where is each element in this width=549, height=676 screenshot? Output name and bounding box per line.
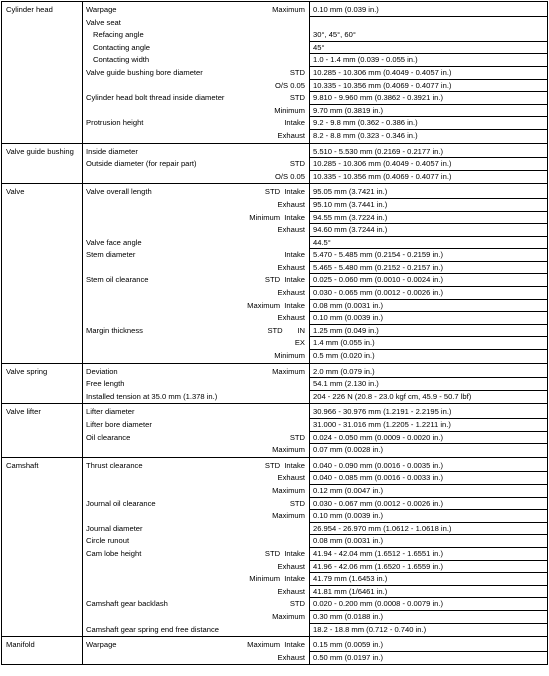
spec-item <box>83 249 309 262</box>
spec-table <box>1 1 548 665</box>
spec-label: Contacting angle <box>93 42 150 52</box>
spec-qualifier: Exhaust <box>277 262 305 272</box>
spec-label: Valve seat <box>86 17 121 27</box>
spec-label: Stem diameter <box>86 250 136 260</box>
spec-item <box>83 548 309 561</box>
spec-items-cell <box>83 637 310 665</box>
spec-qualifier: Exhaust <box>277 130 305 140</box>
spec-label: Protrusion height <box>86 118 144 128</box>
spec-qualifier: Intake <box>284 250 305 260</box>
spec-label: Valve overall length <box>86 187 152 197</box>
spec-qualifier: EX <box>294 338 305 348</box>
spec-qualifier: Maximum <box>272 445 305 455</box>
spec-value: 95.10 mm (3.7441 in.) <box>310 199 547 212</box>
spec-label: Stem oil clearance <box>86 275 149 285</box>
spec-label: Margin thickness <box>86 325 143 335</box>
spec-qualifier: Minimum <box>274 105 305 115</box>
spec-qualifier: Maximum <box>272 611 305 621</box>
spec-value: 1.4 mm (0.055 in.) <box>310 337 547 350</box>
spec-item <box>83 498 309 511</box>
spec-value: 30°, 45°, 60° <box>310 29 547 42</box>
spec-values-cell <box>310 637 548 665</box>
spec-value: 0.025 - 0.060 mm (0.0010 - 0.0024 in.) <box>310 274 547 287</box>
spec-item <box>83 92 309 105</box>
spec-label: Valve face angle <box>86 237 142 247</box>
spec-item <box>83 105 309 118</box>
spec-item <box>83 237 309 250</box>
spec-item <box>83 391 309 404</box>
spec-value: 0.10 mm (0.0039 in.) <box>310 510 547 523</box>
spec-items-cell <box>83 457 310 636</box>
spec-qualifier: Exhaust <box>277 313 305 323</box>
section-row <box>2 363 548 404</box>
spec-item <box>83 300 309 313</box>
spec-value: 0.30 mm (0.0188 in.) <box>310 611 547 624</box>
spec-qualifier: O/S 0.05 <box>275 171 305 181</box>
spec-label: Warpage <box>86 640 117 650</box>
spec-value: 0.030 - 0.067 mm (0.0012 - 0.0026 in.) <box>310 498 547 511</box>
section-name: Valve lifter <box>2 404 83 457</box>
spec-qualifier: STD Intake <box>264 460 305 470</box>
spec-label: Outside diameter (for repair part) <box>86 159 197 169</box>
spec-item <box>83 366 309 379</box>
spec-item <box>83 262 309 275</box>
spec-value: 0.10 mm (0.0039 in.) <box>310 312 547 325</box>
spec-qualifier: STD Intake <box>264 275 305 285</box>
spec-value: 26.954 - 26.970 mm (1.0612 - 1.0618 in.) <box>310 523 547 536</box>
spec-value: 0.07 mm (0.0028 in.) <box>313 445 384 455</box>
spec-label: Oil clearance <box>86 432 131 442</box>
spec-label: Thrust clearance <box>86 460 143 470</box>
spec-item <box>83 117 309 130</box>
spec-qualifier: STD <box>289 159 305 169</box>
spec-item <box>83 312 309 325</box>
spec-items-cell <box>83 2 310 144</box>
spec-item <box>83 624 309 637</box>
spec-item <box>83 186 309 199</box>
spec-label: Cylinder head bolt thread inside diameter <box>86 93 225 103</box>
spec-label: Installed tension at 35.0 mm (1.378 in.) <box>86 391 218 401</box>
spec-value: 0.08 mm (0.0031 in.) <box>310 535 547 548</box>
spec-qualifier: Maximum <box>272 485 305 495</box>
section-row <box>2 184 548 363</box>
spec-qualifier: Exhaust <box>277 586 305 596</box>
spec-value: 18.2 - 18.8 mm (0.712 - 0.740 in.) <box>313 624 427 634</box>
spec-qualifier: Exhaust <box>277 652 305 662</box>
spec-value: 94.60 mm (3.7244 in.) <box>310 224 547 237</box>
spec-item <box>83 67 309 80</box>
spec-label: Circle runout <box>86 536 130 546</box>
spec-value: 0.030 - 0.065 mm (0.0012 - 0.0026 in.) <box>310 287 547 300</box>
spec-value: 5.510 - 5.530 mm (0.2169 - 0.2177 in.) <box>310 146 547 159</box>
section-row <box>2 143 548 184</box>
spec-value: 0.15 mm (0.0059 in.) <box>310 639 547 652</box>
spec-item <box>83 444 309 457</box>
spec-values-cell <box>310 184 548 363</box>
spec-qualifier: STD Intake <box>264 548 305 558</box>
spec-value: 94.55 mm (3.7224 in.) <box>310 212 547 225</box>
spec-qualifier: Maximum <box>272 366 305 376</box>
spec-item <box>83 224 309 237</box>
spec-value: 9.2 - 9.8 mm (0.362 - 0.386 in.) <box>310 117 547 130</box>
spec-value: 45° <box>310 42 547 55</box>
spec-item <box>83 586 309 599</box>
spec-label: Camshaft gear spring end free distance <box>86 624 219 634</box>
spec-qualifier: O/S 0.05 <box>275 80 305 90</box>
spec-value: 0.50 mm (0.0197 in.) <box>313 652 384 662</box>
spec-table-body <box>2 2 548 665</box>
spec-label: Lifter bore diameter <box>86 420 152 429</box>
spec-qualifier: STD <box>289 67 305 77</box>
spec-item <box>83 652 309 665</box>
spec-value: 2.0 mm (0.079 in.) <box>310 366 547 379</box>
spec-label: Camshaft gear backlash <box>86 599 168 609</box>
spec-qualifier: Minimum <box>274 351 305 361</box>
spec-item <box>83 130 309 143</box>
spec-qualifier: Exhaust <box>277 199 305 209</box>
section-row <box>2 2 548 144</box>
spec-item <box>83 432 309 445</box>
spec-qualifier: Exhaust <box>277 288 305 298</box>
spec-item <box>83 350 309 363</box>
spec-item <box>83 561 309 574</box>
spec-value: 44.5° <box>310 237 547 250</box>
spec-item <box>83 378 309 391</box>
spec-value: 204 - 226 N (20.8 - 23.0 kgf cm, 45.9 - 50.7 lbf) <box>313 391 472 401</box>
spec-values-cell <box>310 143 548 184</box>
spec-value: 0.040 - 0.085 mm (0.0016 - 0.0033 in.) <box>310 472 547 485</box>
spec-value: 10.335 - 10.356 mm (0.4069 - 0.4077 in.) <box>313 171 452 181</box>
spec-item <box>83 146 309 159</box>
spec-qualifier: STD <box>289 432 305 442</box>
spec-qualifier: Maximum Intake <box>247 300 305 310</box>
spec-qualifier: STD <box>289 93 305 103</box>
spec-label: Warpage <box>86 5 117 14</box>
spec-item <box>83 535 309 548</box>
spec-value: 0.5 mm (0.020 in.) <box>313 351 375 361</box>
spec-values-cell <box>310 404 548 457</box>
spec-items-cell <box>83 404 310 457</box>
spec-item <box>83 598 309 611</box>
spec-qualifier: STD <box>289 498 305 508</box>
spec-label: Contacting width <box>93 55 150 65</box>
spec-item <box>83 510 309 523</box>
spec-value: 0.024 - 0.050 mm (0.0009 - 0.0020 in.) <box>310 432 547 445</box>
spec-qualifier: Intake <box>284 118 305 128</box>
spec-value: 1.25 mm (0.049 in.) <box>310 325 547 338</box>
spec-qualifier: Exhaust <box>277 473 305 483</box>
spec-value: 95.05 mm (3.7421 in.) <box>310 186 547 199</box>
spec-qualifier: Maximum Intake <box>247 640 305 650</box>
spec-label: Inside diameter <box>86 146 138 156</box>
spec-item <box>83 42 309 55</box>
spec-label: Valve guide bushing bore diameter <box>86 67 203 77</box>
spec-items-cell <box>83 143 310 184</box>
spec-items-cell <box>83 184 310 363</box>
spec-qualifier: STD <box>289 599 305 609</box>
spec-label: Cam lobe height <box>86 548 142 558</box>
spec-item <box>83 611 309 624</box>
spec-value: 9.810 - 9.960 mm (0.3862 - 0.3921 in.) <box>310 92 547 105</box>
spec-value: 1.0 - 1.4 mm (0.039 - 0.055 in.) <box>310 54 547 67</box>
section-name: Valve spring <box>2 363 83 404</box>
spec-item <box>83 158 309 171</box>
spec-qualifier: Minimum Intake <box>249 212 305 222</box>
spec-qualifier: STD IN <box>267 325 305 335</box>
spec-item <box>83 17 309 30</box>
spec-item <box>83 573 309 586</box>
spec-item <box>83 419 309 432</box>
spec-value: 0.040 - 0.090 mm (0.0016 - 0.0035 in.) <box>310 460 547 473</box>
spec-value: 0.020 - 0.200 mm (0.0008 - 0.0079 in.) <box>310 598 547 611</box>
spec-label: Journal diameter <box>86 523 143 533</box>
spec-label: Lifter diameter <box>86 407 135 417</box>
section-name: Camshaft <box>2 457 83 636</box>
spec-item <box>83 460 309 473</box>
spec-qualifier: Minimum Intake <box>249 574 305 584</box>
spec-value: 10.335 - 10.356 mm (0.4069 - 0.4077 in.) <box>310 80 547 93</box>
section-row <box>2 637 548 665</box>
spec-qualifier: Maximum <box>272 5 305 14</box>
spec-values-cell <box>310 2 548 144</box>
spec-qualifier: STD Intake <box>264 187 305 197</box>
spec-item <box>83 523 309 536</box>
spec-label: Free length <box>86 379 125 389</box>
spec-label: Refacing angle <box>93 30 144 40</box>
spec-value: 0.10 mm (0.039 in.) <box>310 4 547 17</box>
spec-value: 0.08 mm (0.0031 in.) <box>310 300 547 313</box>
spec-value: 10.285 - 10.306 mm (0.4049 - 0.4057 in.) <box>310 67 547 80</box>
section-row <box>2 404 548 457</box>
spec-value: 0.12 mm (0.0047 in.) <box>310 485 547 498</box>
spec-items-cell <box>83 363 310 404</box>
section-name: Manifold <box>2 637 83 665</box>
spec-item <box>83 287 309 300</box>
spec-value: 54.1 mm (2.130 in.) <box>310 378 547 391</box>
spec-values-cell <box>310 457 548 636</box>
spec-qualifier: Exhaust <box>277 561 305 571</box>
spec-item <box>83 54 309 67</box>
spec-label: Deviation <box>86 366 118 376</box>
section-name: Valve <box>2 184 83 363</box>
spec-value: 41.94 - 42.04 mm (1.6512 - 1.6551 in.) <box>310 548 547 561</box>
spec-value: 41.79 mm (1.6453 in.) <box>310 573 547 586</box>
spec-item <box>83 406 309 419</box>
section-name: Cylinder head <box>2 2 83 144</box>
spec-item <box>83 485 309 498</box>
spec-item <box>83 274 309 287</box>
spec-value: 9.70 mm (0.3819 in.) <box>310 105 547 118</box>
spec-value: 10.285 - 10.306 mm (0.4049 - 0.4057 in.) <box>310 158 547 171</box>
spec-values-cell <box>310 363 548 404</box>
spec-item <box>83 80 309 93</box>
spec-qualifier: Exhaust <box>277 225 305 235</box>
spec-item <box>83 199 309 212</box>
spec-value: 5.470 - 5.485 mm (0.2154 - 0.2159 in.) <box>310 249 547 262</box>
spec-item <box>83 325 309 338</box>
spec-item <box>83 171 309 184</box>
section-row <box>2 457 548 636</box>
spec-value: 5.465 - 5.480 mm (0.2152 - 0.2157 in.) <box>310 262 547 275</box>
spec-value: 41.81 mm (1/6461 in.) <box>310 586 547 599</box>
spec-item <box>83 639 309 652</box>
spec-value: 31.000 - 31.016 mm (1.2205 - 1.2211 in.) <box>310 419 547 432</box>
spec-label: Journal oil clearance <box>86 498 156 508</box>
spec-item <box>83 472 309 485</box>
spec-item <box>83 337 309 350</box>
spec-value: 41.96 - 42.06 mm (1.6520 - 1.6559 in.) <box>310 561 547 574</box>
spec-item <box>83 4 309 17</box>
spec-qualifier: Maximum <box>272 511 305 521</box>
spec-item <box>83 212 309 225</box>
spec-value: 30.966 - 30.976 mm (1.2191 - 2.2195 in.) <box>310 406 547 419</box>
spec-value: 8.2 - 8.8 mm (0.323 - 0.346 in.) <box>313 130 418 140</box>
section-name: Valve guide bushing <box>2 143 83 184</box>
spec-item <box>83 29 309 42</box>
spec-value <box>310 17 547 30</box>
